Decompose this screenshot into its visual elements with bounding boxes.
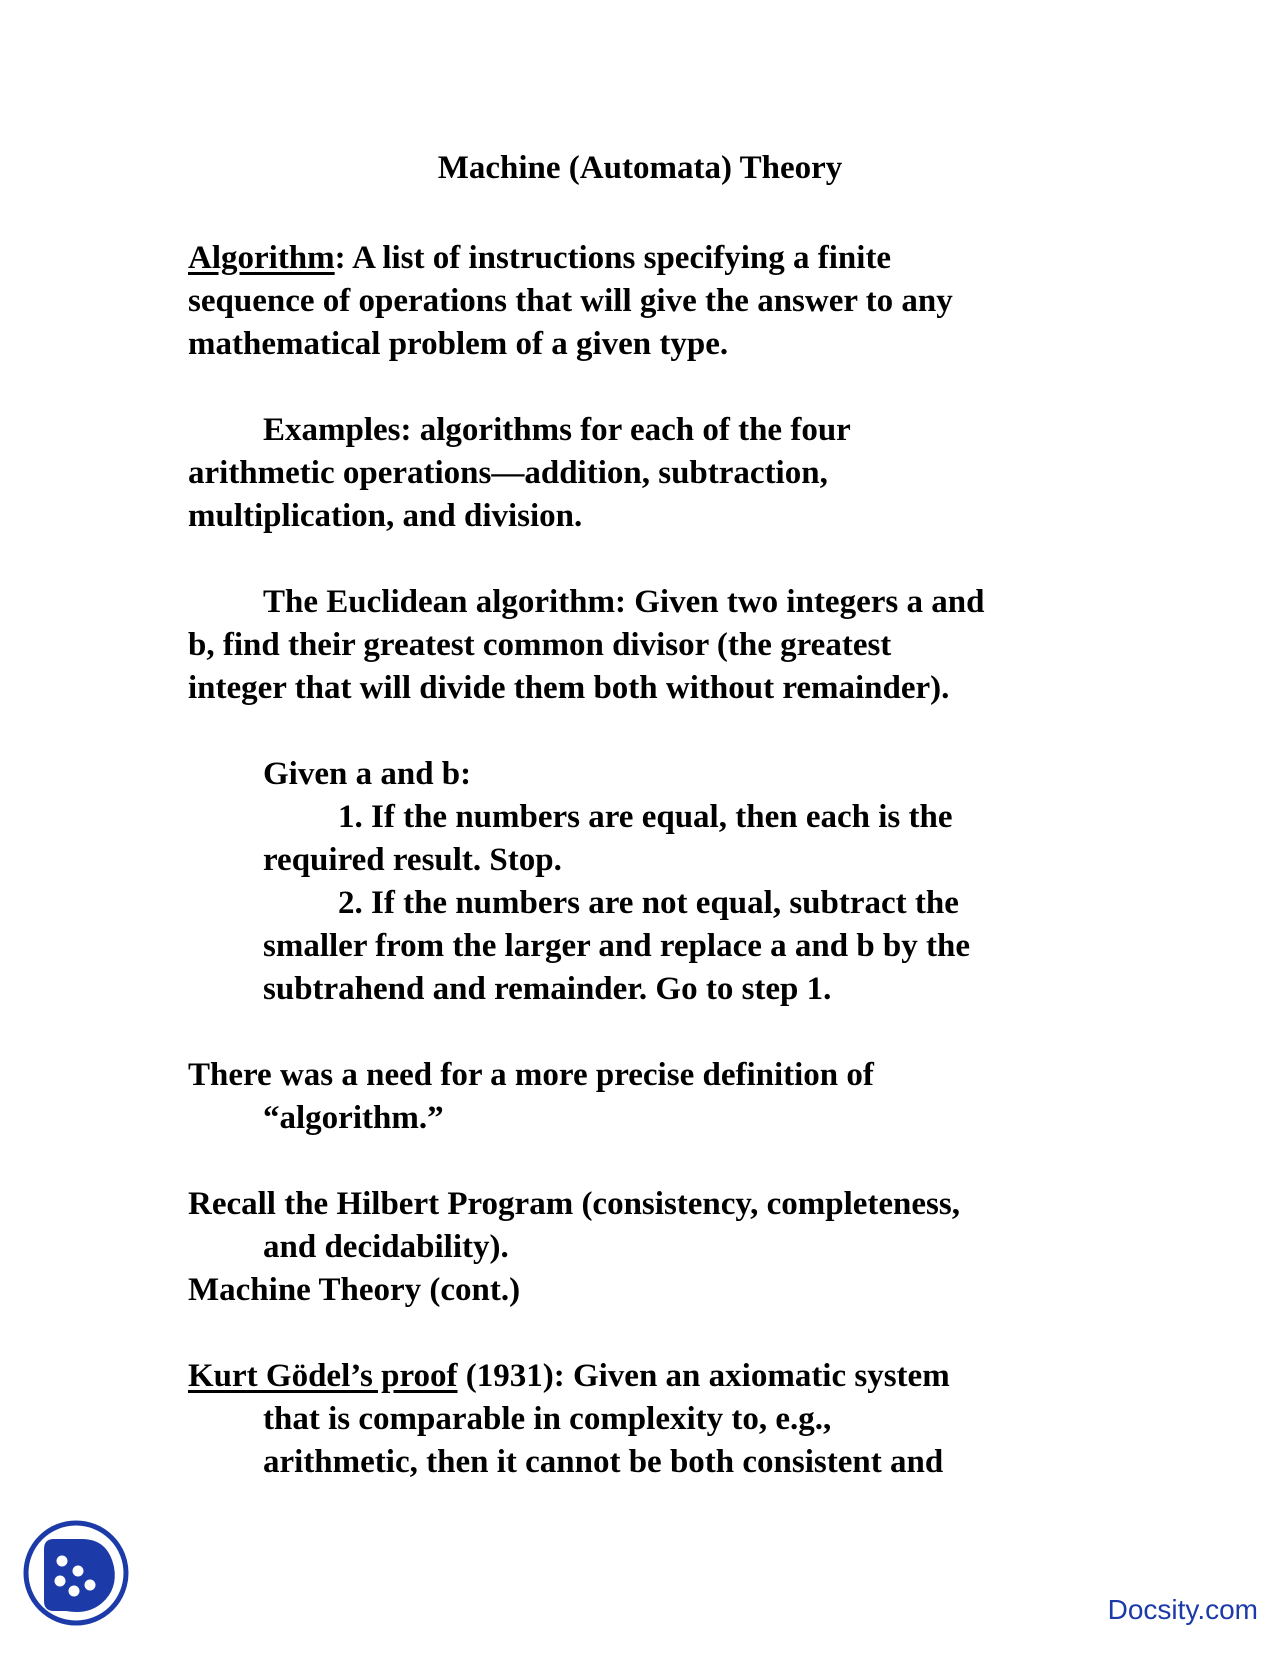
need-line-1: There was a need for a more precise definition of: [188, 1057, 874, 1093]
algorithm-line-1: Algorithm: A list of instructions specifying a finite: [188, 240, 892, 276]
godel-term: Kurt Gödel’s proof: [188, 1358, 458, 1394]
page-title: Machine (Automata) Theory: [437, 150, 843, 186]
godel-line-1: Kurt Gödel’s proof (1931): Given an axiomatic system: [188, 1358, 950, 1394]
godel-line-3: arithmetic, then it cannot be both consistent and: [263, 1444, 944, 1480]
need-line-2: “algorithm.”: [263, 1100, 444, 1136]
step2-line-2: smaller from the larger and replace a and b by the: [263, 928, 971, 964]
euclid-line-1: The Euclidean algorithm: Given two integers a and: [263, 584, 985, 620]
step1-line-2: required result. Stop.: [263, 842, 562, 878]
step1-line-1: 1. If the numbers are equal, then each is the: [338, 799, 953, 835]
hilbert-line-1: Recall the Hilbert Program (consistency, completeness,: [188, 1186, 960, 1222]
euclid-line-3: integer that will divide them both without remainder).: [188, 670, 950, 706]
document-body: [188, 237, 1188, 1484]
docsity-logo-svg: [22, 1519, 130, 1627]
docsity-logo-icon[interactable]: [22, 1519, 130, 1627]
algorithm-line-2: sequence of operations that will give the answer to any: [188, 283, 953, 319]
section-continued-heading: Machine Theory (cont.): [188, 1272, 521, 1308]
algorithm-line-3: mathematical problem of a given type.: [188, 326, 729, 362]
examples-line-3: multiplication, and division.: [188, 498, 583, 534]
examples-line-2: arithmetic operations—addition, subtraction,: [188, 455, 828, 491]
step2-line-1: 2. If the numbers are not equal, subtract the: [338, 885, 959, 921]
godel-line-2: that is comparable in complexity to, e.g.,: [263, 1401, 832, 1437]
hilbert-line-2: and decidability).: [263, 1229, 509, 1265]
examples-line-1: Examples: algorithms for each of the four: [263, 412, 851, 448]
euclid-line-2: b, find their greatest common divisor (the greatest: [188, 627, 892, 663]
docsity-brand-link[interactable]: Docsity.com: [1107, 1594, 1258, 1625]
algorithm-term: Algorithm: [188, 240, 335, 276]
given-line: Given a and b:: [263, 756, 472, 792]
step2-line-3: subtrahend and remainder. Go to step 1.: [263, 971, 832, 1007]
